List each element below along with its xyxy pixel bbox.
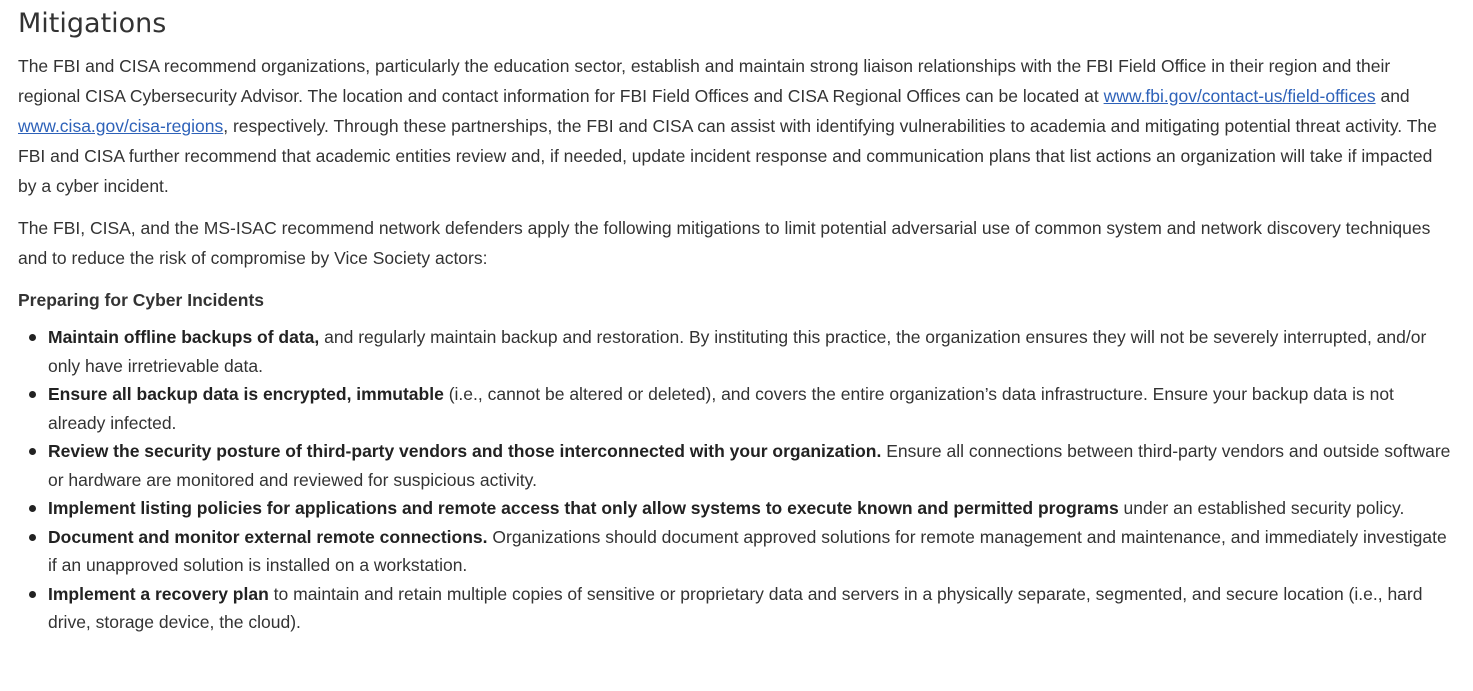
bullet-icon <box>29 534 36 541</box>
list-item-text: (i.e., cannot be altered or deleted), and covers the entire organization’s data infrastructure. Ensure your backup data is not already infected. <box>48 384 1394 433</box>
list-item-text: Organizations should document approved solutions for remote management and maintenance, and immediately investigate if an unapproved solution is installed on a workstation. <box>48 526 1447 575</box>
list-item-bold: Implement a recovery plan <box>48 583 269 604</box>
list-item-bold: Document and monitor external remote connections. <box>48 526 488 547</box>
list-item <box>48 580 1455 637</box>
list-item-bold: Ensure all backup data is encrypted, immutable <box>48 384 444 404</box>
list-item-text: to maintain and retain multiple copies of sensitive or proprietary data and servers in a physically separate, segmented, and secure location (i.e., hard drive, storage device, the cloud). <box>48 583 1423 632</box>
list-item-bold: Implement listing policies for applications and remote access that only allow systems to execute known and permitted programs <box>48 498 1119 518</box>
recommendation-paragraph: The FBI, CISA, and the MS-ISAC recommend network defenders apply the following mitigations to limit potential adversarial use of common system and network discovery techniques and to reduce the risk of compromise by Vice Society actors: <box>18 218 1431 268</box>
page-title: Mitigations <box>18 8 167 39</box>
list-item <box>48 380 1455 437</box>
bullet-icon <box>29 505 36 512</box>
mitigation-list <box>18 323 1455 637</box>
list-item-text: under an established security policy. <box>1118 498 1405 518</box>
list-item-bold: Maintain offline backups of data, <box>48 327 320 347</box>
fbi-field-offices-link[interactable]: www.fbi.gov/contact-us/field-offices <box>1103 86 1376 106</box>
intro-text-a: The FBI and CISA recommend organizations, particularly the education sector, establish and maintain strong liaison relationships with the FBI Field Office in their region and their regional CISA Cybersecurity Advisor. The location and contact information for FBI Field Offices and CISA Regional Offices can be located at <box>18 56 1391 106</box>
cisa-regions-link[interactable]: www.cisa.gov/cisa-regions <box>18 116 224 136</box>
bullet-icon <box>29 591 36 598</box>
section-heading: Preparing for Cyber Incidents <box>18 290 265 310</box>
bullet-icon <box>29 334 36 341</box>
intro-paragraph <box>18 51 1455 201</box>
list-item <box>48 494 1455 523</box>
list-item <box>48 437 1455 494</box>
list-item-bold: Review the security posture of third-party vendors and those interconnected with your organization. <box>48 441 882 461</box>
list-item-text: Ensure all connections between third-party vendors and outside software or hardware are monitored and reviewed for suspicious activity. <box>48 441 1451 490</box>
bullet-icon <box>29 448 36 455</box>
intro-text-b: and <box>1375 86 1410 106</box>
intro-text-c: , respectively. Through these partnerships, the FBI and CISA can assist with identifying vulnerabilities to academia and mitigating potential threat activity. The FBI and CISA further recommend that academic entities review and, if needed, update incident response and communication plans that list actions an organization will take if impacted by a cyber incident. <box>18 116 1437 196</box>
list-item-text: and regularly maintain backup and restoration. By instituting this practice, the organization ensures they will not be severely interrupted, and/or only have irretrievable data. <box>48 327 1427 376</box>
list-item <box>48 523 1455 580</box>
bullet-icon <box>29 391 36 398</box>
article-content <box>0 7 1473 637</box>
list-item <box>48 323 1455 380</box>
